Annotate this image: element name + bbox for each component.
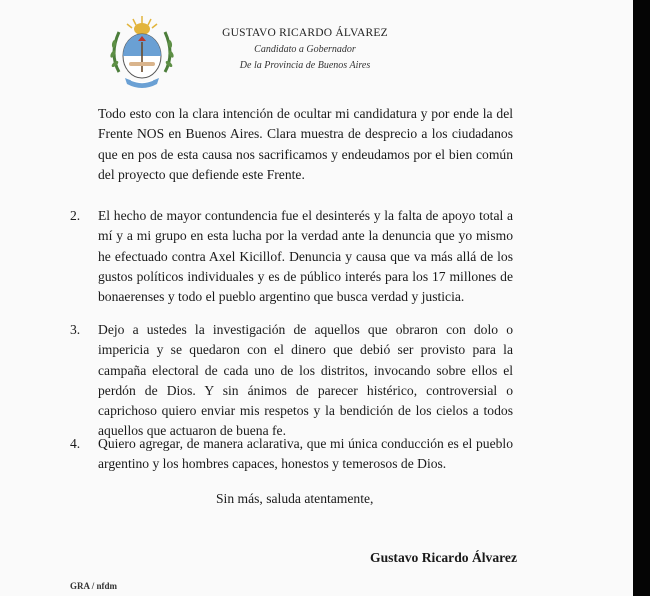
intro-paragraph: Todo esto con la clara intención de ocultar mi candidatura y por ende la del Frente NOS en Buenos Aires. Clara muestra de desprecio a los ciudadanos que en pos de esta causa nos sacrificamos y endeudamos por el bien común del proyecto que defiende este Frente.	[98, 106, 513, 182]
letterhead-province: De la Provincia de Buenos Aires	[239, 60, 371, 71]
list-item-number: 4.	[70, 436, 81, 451]
coat-of-arms-logo	[105, 14, 179, 94]
letterhead-title: Candidato a Gobernador	[254, 44, 356, 55]
list-item-number: 3.	[70, 322, 81, 337]
black-border	[633, 0, 650, 596]
closing-line: Sin más, saluda atentamente,	[216, 491, 374, 506]
letterhead-name: GUSTAVO RICARDO ÁLVAREZ	[222, 27, 388, 39]
signature-name: Gustavo Ricardo Álvarez	[370, 550, 517, 565]
list-item-text: Dejo a ustedes la investigación de aquellos que obraron con dolo o impericia y se quedaron con el dinero que debió ser provisto para la campaña electoral de cada uno de los distritos, invocando sobre ellos el perdón de Dios. Y sin ánimos de parecer histérico, controversial o caprichoso quiero enviar mis respetos y la bendición de los cielos a todos aquellos que actuaron de buena fe.	[98, 322, 513, 439]
list-item-text: El hecho de mayor contundencia fue el desinterés y la falta de apoyo total a mí y a mi grupo en esta lucha por la verdad ante la denuncia que yo mismo he efectuado contra Axel Kicillof. Denuncia y causa que va más allá de los gustos políticos individuales y es de público interés para los 17 millones de bonaerenses y todo el pueblo argentino que busca verdad y justicia.	[98, 208, 513, 305]
list-item-text: Quiero agregar, de manera aclarativa, que mi única conducción es el pueblo argentino y los hombres capaces, honestos y temerosos de Dios.	[98, 436, 513, 472]
reference-initials: GRA / nfdm	[70, 581, 118, 591]
list-item-number: 2.	[70, 208, 81, 223]
